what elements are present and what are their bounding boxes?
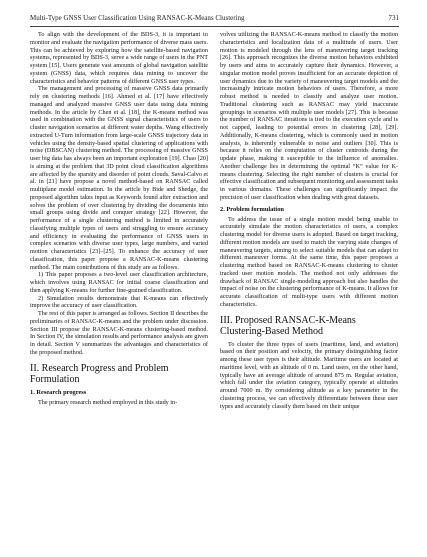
paragraph: The rest of this paper is arranged as follows. Section II describes the preliminaries of RANSAC-K-means and the problem under discussion. Section III propose the RANSAC-K-means clustering-based method. In Section IV, the simulation results and performance analysis are given in detail. Section V summarizes the advantages and characteristics of the proposed method.: [30, 310, 208, 356]
subsection-heading: 1. Research progress: [30, 388, 87, 396]
subsection-heading: 2. Problem formulation: [220, 205, 284, 213]
paragraph: To cluster the three types of users (maritime, land, and aviation) based on their position and velocity, the primary distinguishing factor among these user types is their altitude. Maritime users are located at maritime level, with an altitude of 0 m. Land users, on the other hand, typically have an average altitude of around 875 m. Regular aviation, which fall under the aviation category, typically operate at altitudes around 7000 m. By considering altitude as a key parameter in the clustering process, we can effectively differentiate between these user types and accurately classify them based on their unique: [220, 340, 398, 410]
contribution-item: 2) Simulation results demonstrate that K-means can effectively improve the accuracy of user classification.: [30, 294, 208, 310]
paragraph: The management and processing of massive GNSS data primarily rely on clustering methods [16]. Ahmed et al. [17] have effectively managed and analyzed massive GNSS user data using data mining methods. In the article by Chen et al. [18], the K-means method was used in combination with the GNSS signal characteristics of users to cluster navigation scenarios at different water depths. Wang effectively extracted U-Turn information from large-scale GNSS trajectory data in vehicles using the density-based spatial clustering of applications with noise (DBSCAN) clustering method. The processing of massive GNSS user big data has always been an important exploration [19]. Chao [20] is aiming at the problem that 3D point cloud classification algorithms are affected by the sparsity and disorder of point clouds. Saval-Calvo et al. in [21] have propose a novel method-based on RANSAC called multiplane model estimation. In the article by Bide and Shedge, the proposed algorithm takes input as Keywords found after extraction and solves the problem of over clustering by dividing the documents into small groups using divide and conquer strategy [22]. However, the performance of a single clustering method is limited in accurately classifying multiple types of users and struggling to ensure accuracy and efficiency in evaluating the performance of GNSS users in complex scenarios with diverse user types, large numbers, and varied motion characteristics [23]–[25]. To enhance the accuracy of user classification, this paper propose a RANSAC-K-means clustering method. The main contributions of this study are as follows.: [30, 85, 208, 271]
contribution-item: 1) This paper proposes a two-level user classification architecture, which involves using RANSAC for initial coarse classification and then applying K-means for further fine-grained classification.: [30, 271, 208, 294]
paragraph: volves utilizing the RANSAC-K-means method to classify the motion characteristics and localization data of a multitude of users. User motion is modeled through the lens of maneuvering target tracking [26]. This approach recognizes the diverse motion behaviors exhibited by users and aims to accurately capture their dynamics. However, a singular motion model proves insufficient for an accurate depiction of user dynamics due to the variety of maneuvering target models and the increasingly intricate motion behaviors of users. Therefore, a more robust method is needed to classify and analyze user motion. Traditional clustering such as RANSAC may yield inaccurate groupings in scenarios with multiple user models [27]. This is because the number of RANSAC iterations is tied to the execution cycle and is not capped, leading to potential errors in clustering [28], [29]. Additionally, K-means clustering, which is commonly used in motion analysis, is inherently vulnerable to noise and outliers [30]. This is because it relies on the computation of cluster centroids during the update phase, making it susceptible to the influence of anomalies. Another challenge lies in determining the optimal “K” value for K-means clustering. Selecting the right number of clusters is crucial for effective classification and subsequent monitoring and assessment tasks in various domains. These challenges can significantly impact the precision of user classification when dealing with great datasets.: [220, 31, 398, 201]
left-column: [30, 31, 208, 551]
paragraph: To align with the development of the BDS-3, it is important to monitor and evaluate the navigation performance of diverse mass users. This can be achieved by exploring how the satellite-based navigation systems, represented by BDS-3, serve a wide range of users in the PNT system [15]. Users generate vast amounts of global navigation satellite system (GNSS) data, which requires data mining to uncover the characteristics and behavior patterns of different GNSS user types.: [30, 31, 208, 85]
paragraph: The primary research method employed in this study in-: [38, 398, 178, 406]
running-title: Multi-Type GNSS User Classification Using RANSAC-K-Means Clustering: [30, 14, 245, 22]
right-column: [220, 31, 398, 551]
page-number: 731: [388, 14, 399, 22]
paragraph: To address the issue of a single motion model being unable to accurately simulate the motion characteristics of users, a complex clustering model for diverse users is adopted. Based on target tracking, different motion models are used to match the varying state changes of maneuvering targets, aiming to select suitable models that can adapt to different maneuver forms. At the same time, this paper proposes a clustering method based on RANSAC-K-means clustering to cluster tracked user motion models. The method not only addresses the drawback of RANSAC single-modeling approach but also handles the impact of noise on the clustering performance of K-means. It allows for accurate classification of multi-type users with different motion characteristics.: [220, 215, 398, 308]
running-header: [30, 14, 399, 27]
section-heading: III. Proposed RANSAC-K-Means Clustering-Based Method: [220, 314, 356, 337]
section-heading: II. Research Progress and Problem Formulation: [30, 362, 169, 385]
